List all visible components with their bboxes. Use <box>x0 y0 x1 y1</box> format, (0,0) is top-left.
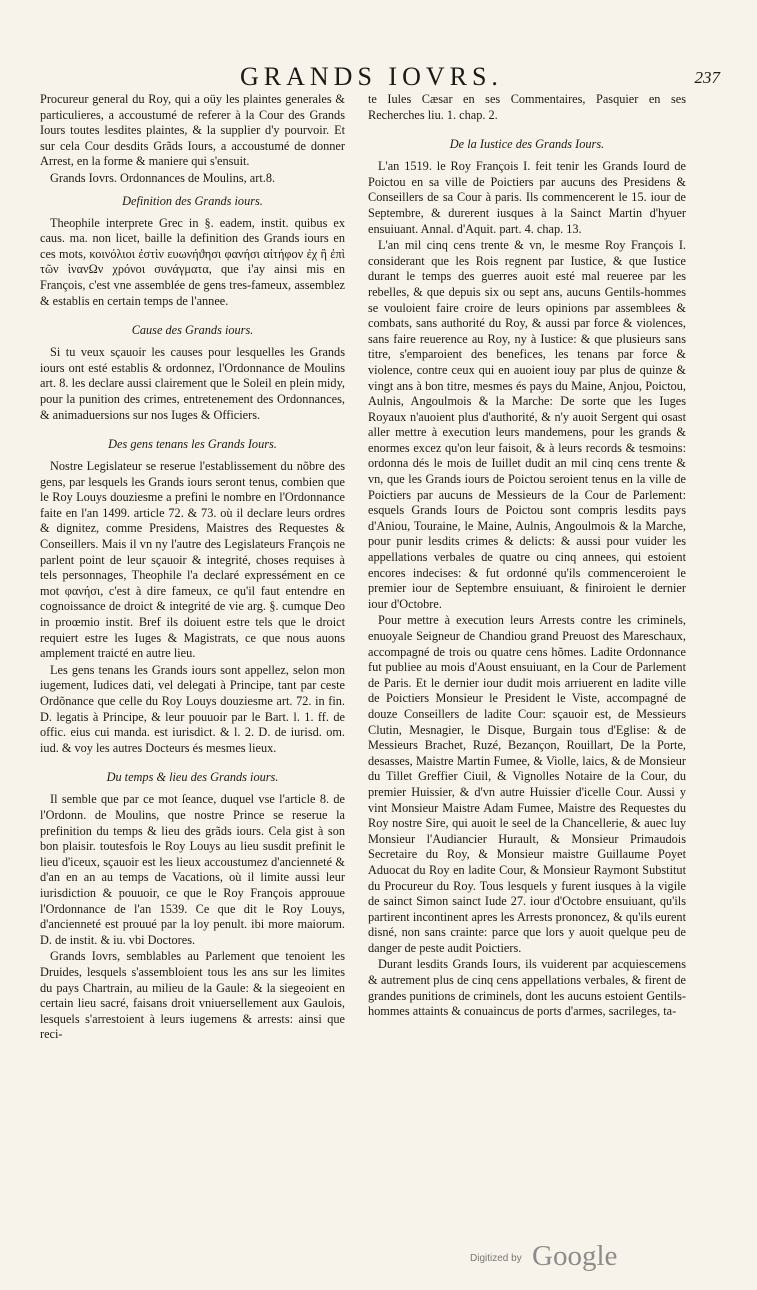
paragraph: Durant lesdits Grands Iours, ils vuiderent par acquiescemens & autrement plus de cinq cens appellations verbales, & firent de grandes punitions de criminels, dont les aucuns estoient Gentils-hommes attaints & conuaincus de ports d'armes, sacrileges, ta- <box>368 957 686 1019</box>
running-header <box>40 62 720 92</box>
paragraph: L'an 1519. le Roy François I. feit tenir les Grands Iourd de Poictou en sa ville de Poictiers par aucuns des Presidens & Conseillers de sa Cour à paris. Ils commencerent le 15. iour de Septembre, & durerent iusques à la Sainct Martin d'hyuer ensuiuant. Annal. d'Aquit. part. 4. chap. 13. <box>368 159 686 236</box>
right-column <box>368 92 686 1021</box>
digitized-label: Digitized by <box>470 1253 522 1264</box>
paragraph: Theophile interprete Grec in §. eadem, instit. quibus ex caus. ma. non licet, baille la definition des Grands iours en ces mots, κοινόλιοι ἐστὶν ευωνήϑησι φανήσι αἰτήφον ἐχ ἢ ἐπὶ τῶν ἰνανΩν χρόνοι συνάγματα, que i'ay ainsi mis en François, c'est vne assemblée de gens tres-fameux, assemblez & establis en certain temps de l'annee. <box>40 215 345 308</box>
paragraph: Si tu veux sçauoir les causes pour lesquelles les Grands iours ont esté establis & ordonnez, l'Ordonnance de Moulins art. 8. les declare aussi clairement que le Soleil en plein midy, pour la punition des crimes, entretenement des Ordonnances, & animaduersions sur nos Iuges & Officiers. <box>40 345 345 422</box>
paragraph: Nostre Legislateur se reserue l'establissement du nõbre des gens, par lesquels les Grands iours seront tenus, combien que le Roy Louys douziesme a prefini le nombre en l'Ordonnance faite en l'an 1499. article 72. & 73. où il declare leurs ordres & dignitez, comme Presidens, Maistres des Requestes & Conseillers. Mais il vn ny l'autre des Legislateurs François ne parlent point de leur sçauoir & integrité, choses requises à tels personnages, Theophile l'a declaré expressément en ce mot φανήσι, c'est à dire fameux, ce qu'il faut entendre en cognoissance de droict & integrité de vie arg. §. cumque Deo in proœmio instit. Bref ils doiuent estre tels que le droict requiert estre les Iuges & Magistrats, ce que nous auons amplement traicté en autre lieu. <box>40 459 345 661</box>
google-logo: Google <box>532 1240 618 1272</box>
paragraph: Les gens tenans les Grands iours sont appellez, selon mon iugement, Iudices dati, vel delegati à Principe, tant par ceste Ordõnance que celle du Roy Louys douziesme art. 72. in fin. D. legatis à Principe, & leur pouuoir par le Bart. l. 1. ff. de offic. eius cui manda. est iurisdict. & l. 2. D. de iurisd. om. iud. & voy les autres Docteurs és mesmes lieux. <box>40 662 345 755</box>
digitized-by-google-watermark <box>470 1240 670 1276</box>
paragraph: Il semble que par ce mot ſeance, duquel vse l'article 8. de l'Ordonn. de Moulins, que nostre Prince se reserue la prefinition du temps & lieu des grãds iours. Cela gist à son bon plaisir. toutesfois le Roy Louys au lieu susdit prefinit le lieu d'iceux, sçauoir est les lieux accoustumez d'ancienneté & d'an en an au temps de Vacations, où il limite aussi leur iurisdiction & pouuoir, ce que le Roy François approuue l'Ordonnance de l'an 1539. Ce que dit le Roy Louys, d'ancienneté est prouué par la loy penult. ibi more maiorum. D. de instit. & iu. vbi Doctores. <box>40 792 345 947</box>
section-heading: Definition des Grands iours. <box>122 193 263 208</box>
paragraph: Pour mettre à execution leurs Arrests contre les criminels, enuoyale Seigneur de Chandiou grand Preuost des Mareschaux, accompagné de trois ou quatre cens hõmes. Ladite Ordonnance fut publiee au mois d'Aoust ensuiuant, en la Cour de Parlement de Paris. Et le dernier iour dudit mois arriuerent en ladite ville de Poictiers Monsieur le President le Viste, accompagné de douze Conseillers de ladite Cour: sçauoir est, de Messieurs Clutin, Mesnagier, le Disque, Burgain tous d'Eglise: & de Messieurs Brachet, Ruzé, Bezançon, Rouillart, De la Porte, desasses, Maistre Martin Fumee, & Violle, laics, & de Monsieur du Tillet Greffier Ciuil, & Vignolles Notaire de la Cour, du premier Huissier, & d'vn autre Huissier d'icelle Cour. Aussi y vint Monsieur Maistre Adam Fumee, Maistre des Requestes du Roy nostre Sire, qui auoit le seel de la Chancellerie, & auec luy Monsieur l'Audiancier Hurault, & Monsieur Primaudois Secretaire du Roy, & Monsieur maistre Guillaume Poyet Aduocat du Roy en ladite Cour, & Monsieur Raymont Substitut du Procureur du Roy. Tous lesquels y furent iusques à la vigile de sainct Simon sainct Iude 27. iour d'Octobre ensuiuant, qu'ils partirent incontinent apres les Arrests prononcez, & qu'ils eurent disné, non sans crainte: parce que lors y auoit quelque peu de danger de peste audit Poictiers. <box>368 613 686 955</box>
paragraph: L'an mil cinq cens trente & vn, le mesme Roy François I. considerant que les Rois regnent par Iustice, & que Iustice durant le temps des guerres auoit esté mal reueree par les rebelles, & que depuis six ou sept ans, aucuns Gentils-hommes se vouloient faire croire de leurs opinions par assemblees & combats, sans authorité du Roy, & aussi par force & violences, sans faire reuerence au Roy, ny à Iustice: & que plusieurs sans titre, s'emparoient des benefices, les tenans par force & violence, contre ceux qui en auoient iouy par plus de quinze & vingt ans à bon titre, mesmes és pays du Maine, Anjou, Poictou, Aulnis, Angoulmois & la Marche: De sorte que les Iuges Royaux n'auoient plus d'authorité, & n'y auoit Sergent qui osast aller mettre à execution leurs mandemens, pour les grands & enormes excez qu'on leur faisoit, & à leurs records & tesmoins: ordonna dés le mois de Iuillet dudit an mil cinq cens trente & vn, que les Grands iours de Poictou seroient tenus en la ville de Poictiers par aucuns de Messieurs de la Cour de Parlement: esquels Grands Iours de Poictou sont compris lesdits pays d'Aniou, Touraine, le Maine, Aulnis, Angoulmois & la Marche, pour punir lesdits crimes & delicts: & aussi pour vuider les appellations verbales de quatre ou cinq annees, qui estoient encores indecises: & fut ordonné qu'ils commenceroient le premier iour de Septembre ensuiuant, & finiroient le dernier iour d'Octobre. <box>368 238 686 611</box>
paragraph: Procureur general du Roy, qui a oüy les plaintes generales & particulieres, a accoustumé de referer à la Cour des Grands Iours toutes lesdites plaintes, & la supplier d'y pourvoir. Et sur cela Cour desdits Grãds Iours, a accoustumé de donner Arrest, en la forme & maniere qui s'ensuit. <box>40 92 345 169</box>
running-title: GRANDS IOVRS. <box>240 62 503 91</box>
paragraph: Grands Iovrs, semblables au Parlement que tenoient les Druides, lesquels s'assembloient tous les ans sur les limites du pays Chartrain, au milieu de la Gaule: & la siegeoient en certain lieu sacré, faisans droit vniuersellement aux Gaulois, lesquels s'arrestoient à leurs iugemens & arrests: ainsi que reci- <box>40 949 345 1042</box>
section-heading: Du temps & lieu des Grands iours. <box>106 770 279 785</box>
section-heading: Cause des Grands iours. <box>131 323 254 338</box>
page-number: 237 <box>694 68 720 87</box>
section-heading: De la Iustice des Grands Iours. <box>449 137 605 152</box>
paragraph: Grands Iovrs. Ordonnances de Moulins, art.8. <box>50 170 276 185</box>
section-heading: Des gens tenans les Grands Iours. <box>108 437 277 452</box>
paragraph: te Iules Cæsar en ses Commentaires, Pasquier en ses Recherches liu. 1. chap. 2. <box>368 92 686 122</box>
left-column <box>40 92 345 1044</box>
